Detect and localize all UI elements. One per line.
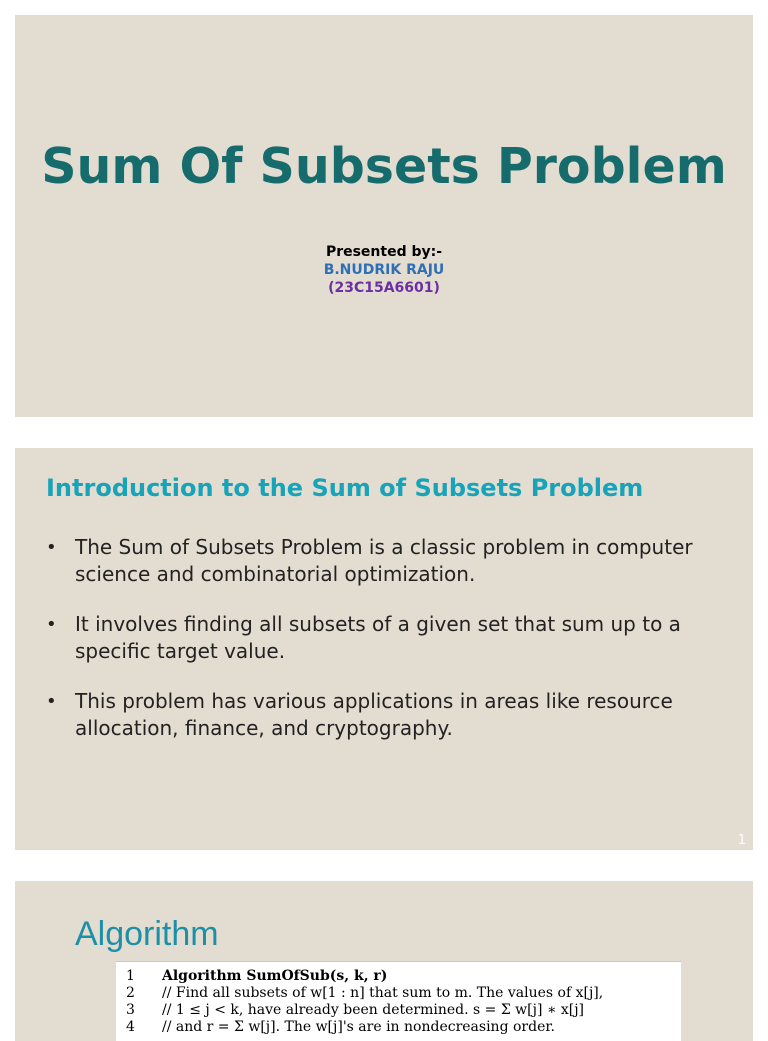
slide-heading: Introduction to the Sum of Subsets Problem [46, 474, 644, 502]
bullet-item [46, 534, 736, 588]
line-number: 1 [126, 968, 135, 984]
line-code: Algorithm SumOfSub(s, k, r) [162, 968, 388, 984]
bullet-text: The Sum of Subsets Problem is a classic problem in computer science and combinatorial optimization. [75, 535, 693, 586]
title-slide [15, 15, 753, 417]
bullet-text: This problem has various applications in areas like resource allocation, finance, and cryptography. [75, 689, 673, 740]
presented-by-label: Presented by:- [325, 244, 443, 260]
bullet-item [46, 611, 736, 665]
algorithm-image [116, 961, 681, 1041]
slide-title: Sum Of Subsets Problem [41, 138, 727, 195]
roll-number: (23C15A6601) [328, 280, 440, 296]
bullet-icon: • [46, 614, 57, 635]
bullet-icon: • [46, 691, 57, 712]
introduction-slide [15, 448, 753, 850]
line-code: // Find all subsets of w[1 : n] that sum to m. The values of x[j], [162, 985, 604, 1001]
line-number: 2 [126, 985, 135, 1001]
algorithm-slide [15, 881, 753, 1041]
bullet-text: It involves finding all subsets of a given set that sum up to a specific target value. [75, 612, 681, 663]
slide-number: 1 [737, 833, 746, 848]
line-code: // and r = Σ w[j]. The w[j]'s are in nondecreasing order. [162, 1019, 555, 1035]
line-number: 4 [126, 1019, 135, 1035]
line-number: 3 [126, 1002, 135, 1018]
bullet-list [46, 534, 736, 765]
line-code: // 1 ≤ j < k, have already been determined. s = Σ w[j] ∗ x[j] [162, 1002, 585, 1018]
slide-heading: Algorithm [75, 915, 219, 953]
bullet-icon: • [46, 537, 57, 558]
bullet-item [46, 688, 736, 742]
author-name: B.NUDRIK RAJU [323, 262, 445, 278]
